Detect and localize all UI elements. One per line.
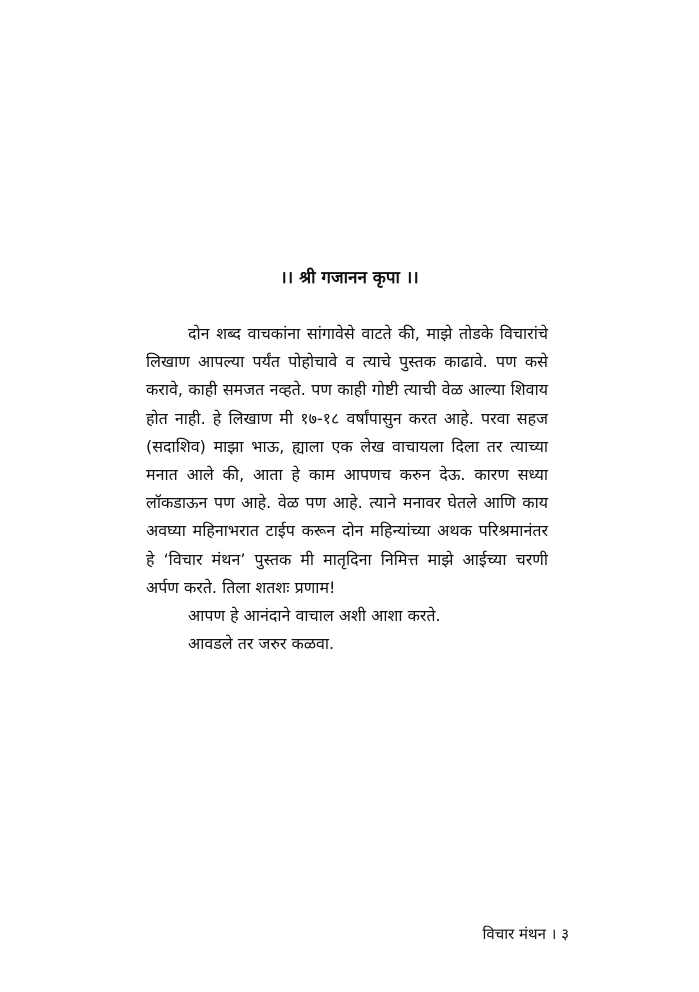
page-footer	[483, 924, 569, 944]
footer-separator: ।	[550, 925, 557, 943]
closing-line-feedback: आवडले तर जरुर कळवा.	[188, 634, 335, 654]
preface-paragraph: दोन शब्द वाचकांना सांगावेसे वाटते की, माझे तोडके विचारांचे लिखाण आपल्या पर्यंत पोहोचावे व त्याचे पुस्तक काढावे. पण कसे करावे, काही समजत नव्हते. पण काही गोष्टी त्याची वेळ आल्या शिवाय होत नाही. हे लिखाण मी १७-१८ वर्षांपासुन करत आहे. परवा सहज (सदाशिव) माझा भाऊ, ह्याला एक लेख वाचायला दिला तर त्याच्या मनात आले की, आता हे काम आपणच करुन देऊ. कारण सध्या लॉकडाऊन पण आहे. वेळ पण आहे. त्याने मनावर घेतले आणि काय अवघ्या महिनाभरात टाईप करून दोन महिन्यांच्या अथक परिश्रमानंतर हे ‘विचार मंथन’ पुस्तक मी मातृदिना निमित्त माझे आईच्या चरणी अर्पण करते. तिला शतशः प्रणाम!	[146, 324, 548, 597]
closing-line-hope: आपण हे आनंदाने वाचाल अशी आशा करते.	[188, 606, 441, 626]
preface-body	[146, 320, 548, 658]
page-number: ३	[561, 925, 569, 943]
invocation-heading: ।। श्री गजानन कृपा ।।	[280, 268, 419, 288]
footer-book-title: विचार मंथन	[482, 925, 546, 943]
